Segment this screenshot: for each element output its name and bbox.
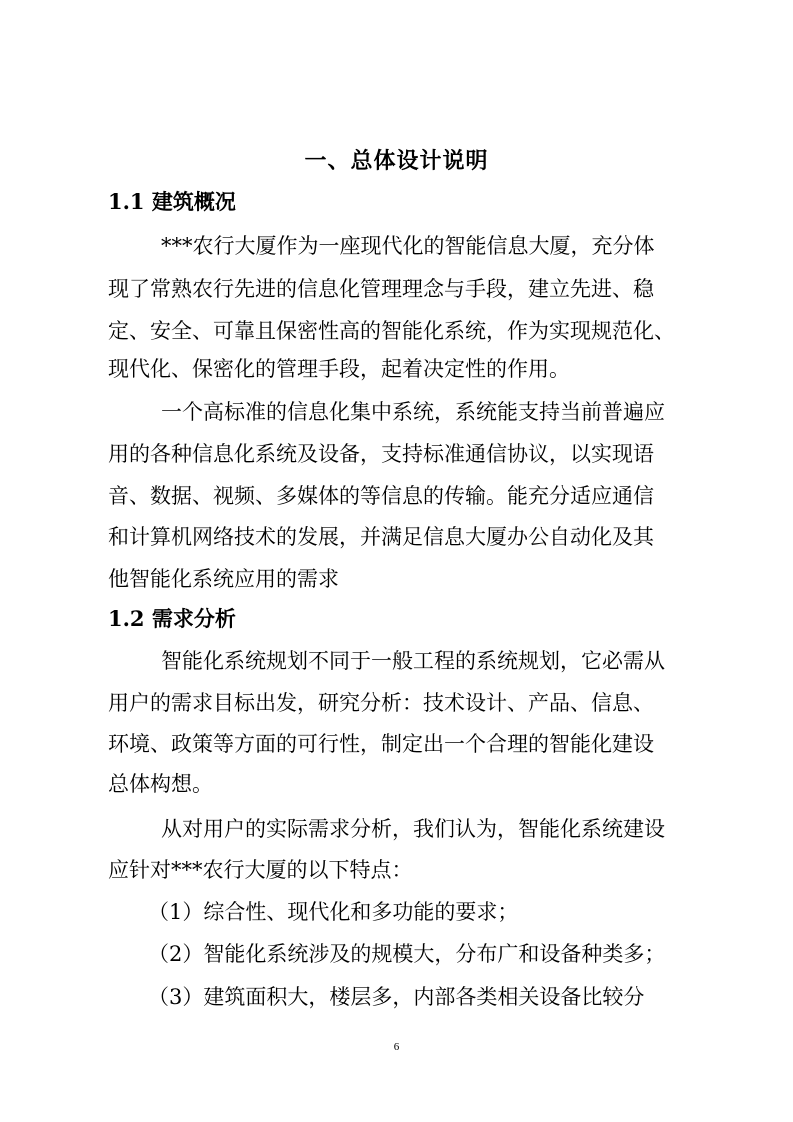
paragraph-line: 一个高标准的信息化集中系统，系统能支持当前普遍应 <box>161 400 665 424</box>
list-item: （2）智能化系统涉及的规模大，分布广和设备种类多； <box>148 942 666 966</box>
paragraph-line: 音、数据、视频、多媒体的等信息的传输。能充分适应通信 <box>108 484 654 508</box>
paragraph-line: 现代化、保密化的管理手段，起着决定性的作用。 <box>108 357 570 381</box>
paragraph-line: 总体构想。 <box>108 772 213 796</box>
section-heading-building-overview: 1.1 建筑概况 <box>108 189 236 214</box>
paragraph-line: 现了常熟农行先进的信息化管理理念与手段，建立先进、稳 <box>108 277 654 301</box>
section-heading-requirements-analysis: 1.2 需求分析 <box>108 606 236 631</box>
paragraph-line: 定、安全、可靠且保密性高的智能化系统，作为实现规范化、 <box>108 319 675 343</box>
paragraph-line: 他智能化系统应用的需求 <box>108 567 339 591</box>
paragraph-line: ***农行大厦作为一座现代化的智能信息大厦，充分体 <box>161 234 655 258</box>
paragraph-line: 智能化系统规划不同于一般工程的系统规划，它必需从 <box>161 649 665 673</box>
document-title: 一、总体设计说明 <box>304 148 489 174</box>
paragraph-line: 应针对***农行大厦的以下特点： <box>108 858 413 882</box>
list-item: （1）综合性、现代化和多功能的要求； <box>148 900 519 924</box>
paragraph-line: 环境、政策等方面的可行性，制定出一个合理的智能化建设 <box>108 732 654 756</box>
page-number: 6 <box>393 1041 400 1053</box>
list-item: （3）建筑面积大，楼层多，内部各类相关设备比较分 <box>148 985 645 1009</box>
paragraph-line: 用户的需求目标出发，研究分析：技术设计、产品、信息、 <box>108 691 654 715</box>
paragraph-line: 和计算机网络技术的发展，并满足信息大厦办公自动化及其 <box>108 525 654 549</box>
paragraph-line: 从对用户的实际需求分析，我们认为，智能化系统建设 <box>161 817 665 841</box>
paragraph-line: 用的各种信息化系统及设备，支持标准通信协议，以实现语 <box>108 442 654 466</box>
